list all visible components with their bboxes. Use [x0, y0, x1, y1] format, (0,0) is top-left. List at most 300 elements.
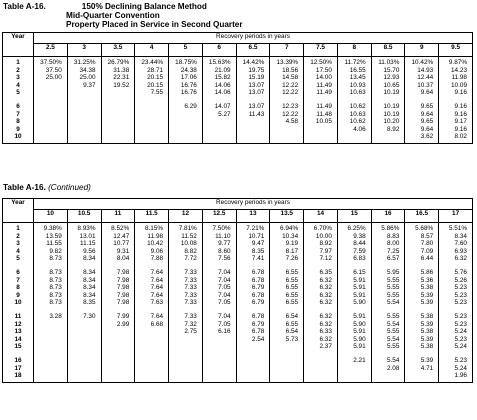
- rate-cell: [135, 372, 169, 382]
- rate-cell: 18.56: [270, 67, 304, 75]
- rate-cell: [101, 133, 135, 143]
- rate-cell: 5.26: [439, 277, 473, 285]
- rate-cell: [135, 357, 169, 365]
- rate-cell: 7.05: [202, 299, 236, 307]
- rate-cell: [236, 126, 270, 134]
- rate-cell: 13.07: [236, 103, 270, 111]
- rate-cell: 12.22: [270, 89, 304, 97]
- year-cell: 1: [3, 223, 34, 233]
- rate-cell: 9.38: [337, 233, 371, 241]
- rate-cell: 5.38: [405, 343, 439, 351]
- table-row: [3, 365, 473, 373]
- rate-cell: 5.54: [371, 336, 405, 344]
- column-header: 15: [337, 210, 371, 223]
- rate-cell: 7.88: [135, 255, 169, 263]
- table-caption: [3, 2, 243, 30]
- rate-cell: [34, 111, 68, 119]
- rate-cell: 7.56: [202, 255, 236, 263]
- table-row: [3, 299, 473, 307]
- year-cell: 7: [3, 111, 34, 119]
- rate-cell: 18.75%: [169, 57, 203, 67]
- rate-cell: 8.73: [34, 255, 68, 263]
- rate-cell: 8.52%: [101, 223, 135, 233]
- rate-cell: [337, 133, 371, 143]
- rate-cell: [169, 118, 203, 126]
- table-continued-label: (Continued): [48, 183, 91, 192]
- rate-cell: [270, 365, 304, 373]
- rate-cell: 13.07: [236, 82, 270, 90]
- rate-cell: 6.55: [270, 321, 304, 329]
- rate-cell: 12.50%: [304, 57, 338, 67]
- column-header: 13.5: [270, 210, 304, 223]
- year-cell: 17: [3, 365, 34, 373]
- rate-cell: 6.29: [169, 103, 203, 111]
- rate-cell: 1.96: [439, 372, 473, 382]
- table-row: [3, 277, 473, 285]
- year-cell: 8: [3, 284, 34, 292]
- rate-cell: 10.65: [371, 82, 405, 90]
- rate-cell: 7.55: [135, 89, 169, 97]
- rate-cell: 8.93%: [67, 223, 101, 233]
- rate-cell: 13.39%: [270, 57, 304, 67]
- column-header: 4: [135, 44, 169, 57]
- rate-cell: 7.98: [101, 277, 135, 285]
- rate-cell: 5.90: [337, 321, 371, 329]
- column-header: 5: [169, 44, 203, 57]
- rate-cell: [101, 118, 135, 126]
- rate-cell: 7.72: [169, 255, 203, 263]
- rate-cell: 7.05: [202, 321, 236, 329]
- column-header: 8.5: [371, 44, 405, 57]
- rate-cell: 8.60: [202, 248, 236, 256]
- rate-cell: 8.44: [337, 240, 371, 248]
- rate-cell: [34, 336, 68, 344]
- rate-cell: [101, 336, 135, 344]
- rate-cell: 11.48: [304, 111, 338, 119]
- rate-cell: 10.34: [270, 233, 304, 241]
- table-caption: [3, 183, 91, 192]
- rate-cell: [135, 365, 169, 373]
- rate-cell: [34, 89, 68, 97]
- rate-cell: 5.54: [371, 357, 405, 365]
- rate-cell: [101, 126, 135, 134]
- rate-cell: 8.73: [34, 269, 68, 277]
- rate-cell: 9.17: [439, 118, 473, 126]
- rate-cell: [101, 111, 135, 119]
- rate-cell: 7.26: [270, 255, 304, 263]
- rate-cell: 8.34: [67, 292, 101, 300]
- year-cell: 2: [3, 67, 34, 75]
- rate-cell: 5.23: [439, 336, 473, 344]
- rate-cell: 11.10: [202, 233, 236, 241]
- rate-cell: 10.62: [337, 103, 371, 111]
- year-cell: 5: [3, 89, 34, 97]
- rate-cell: [169, 372, 203, 382]
- rate-cell: 7.25: [371, 248, 405, 256]
- year-column-header: Year: [3, 33, 34, 57]
- rate-cell: 5.39: [405, 299, 439, 307]
- rate-cell: 5.23: [439, 299, 473, 307]
- rate-cell: [101, 365, 135, 373]
- rate-cell: 6.32: [304, 321, 338, 329]
- rate-cell: 6.32: [304, 284, 338, 292]
- rate-cell: 10.77: [101, 240, 135, 248]
- column-header: 16: [371, 210, 405, 223]
- depreciation-table-continued: [2, 198, 473, 383]
- rate-cell: 14.93: [405, 67, 439, 75]
- rate-cell: 2.54: [236, 336, 270, 344]
- table-row: [3, 343, 473, 351]
- rate-cell: [169, 336, 203, 344]
- rate-cell: [34, 343, 68, 351]
- column-header: 6.5: [236, 44, 270, 57]
- rate-cell: [304, 133, 338, 143]
- rate-cell: 4.06: [337, 126, 371, 134]
- rate-cell: [337, 372, 371, 382]
- rate-cell: [304, 365, 338, 373]
- table-row: [3, 269, 473, 277]
- rate-cell: 9.65: [405, 118, 439, 126]
- year-cell: 13: [3, 328, 34, 336]
- rate-cell: 5.91: [337, 343, 371, 351]
- rate-cell: 7.33: [169, 292, 203, 300]
- rate-cell: 6.55: [270, 292, 304, 300]
- rate-cell: [169, 111, 203, 119]
- rate-cell: [169, 126, 203, 134]
- rate-cell: 6.79: [236, 321, 270, 329]
- rate-cell: 22.31: [101, 74, 135, 82]
- column-header: 9.5: [439, 44, 473, 57]
- table-row: [3, 126, 473, 134]
- rate-cell: 28.71: [135, 67, 169, 75]
- rate-cell: 5.95: [371, 269, 405, 277]
- rate-cell: 14.23: [439, 67, 473, 75]
- rate-cell: 5.38: [405, 328, 439, 336]
- rate-cell: 5.54: [371, 299, 405, 307]
- rate-cell: 6.55: [270, 299, 304, 307]
- rate-cell: 6.54: [270, 313, 304, 321]
- rate-cell: [34, 133, 68, 143]
- rate-cell: [304, 357, 338, 365]
- rate-cell: [34, 372, 68, 382]
- rate-cell: [101, 343, 135, 351]
- rate-cell: [202, 126, 236, 134]
- rate-cell: [169, 343, 203, 351]
- rate-cell: 7.64: [135, 269, 169, 277]
- rate-cell: 5.68%: [405, 223, 439, 233]
- rate-cell: 9.19: [270, 240, 304, 248]
- rate-cell: 9.16: [439, 103, 473, 111]
- table-row: [3, 372, 473, 382]
- rate-cell: 9.65: [405, 103, 439, 111]
- rate-cell: [236, 365, 270, 373]
- column-header: 12.5: [202, 210, 236, 223]
- rate-cell: 5.36: [405, 277, 439, 285]
- rate-cell: 5.91: [337, 284, 371, 292]
- rate-cell: 7.60: [439, 240, 473, 248]
- rate-cell: 8.15%: [135, 223, 169, 233]
- rate-cell: [34, 357, 68, 365]
- rate-cell: 7.50%: [202, 223, 236, 233]
- rate-cell: 6.78: [236, 292, 270, 300]
- rate-cell: 5.23: [439, 321, 473, 329]
- rate-cell: [67, 343, 101, 351]
- rate-cell: 11.49: [304, 89, 338, 97]
- rate-cell: 6.55: [270, 277, 304, 285]
- rate-cell: 9.77: [202, 240, 236, 248]
- rate-cell: 8.04: [101, 255, 135, 263]
- rate-cell: 7.04: [202, 277, 236, 285]
- rate-cell: [34, 82, 68, 90]
- rate-cell: 6.78: [236, 277, 270, 285]
- rate-cell: [202, 365, 236, 373]
- year-cell: 4: [3, 248, 34, 256]
- rate-cell: 8.00: [371, 240, 405, 248]
- rate-cell: 25.00: [67, 74, 101, 82]
- rate-cell: [67, 321, 101, 329]
- rate-cell: 7.30: [67, 313, 101, 321]
- year-cell: 6: [3, 269, 34, 277]
- rate-cell: 2.75: [169, 328, 203, 336]
- rate-cell: 7.98: [101, 299, 135, 307]
- rate-cell: [169, 133, 203, 143]
- rate-cell: 10.08: [169, 240, 203, 248]
- rate-cell: 5.90: [337, 336, 371, 344]
- rate-cell: [371, 372, 405, 382]
- column-header: 16.5: [405, 210, 439, 223]
- rate-cell: 6.54: [270, 328, 304, 336]
- rate-cell: 10.63: [337, 89, 371, 97]
- table-row: [3, 292, 473, 300]
- rate-cell: 31.38: [101, 67, 135, 75]
- rate-cell: 8.35: [67, 299, 101, 307]
- rate-cell: [169, 365, 203, 373]
- rate-cell: 37.50%: [34, 57, 68, 67]
- table-row: [3, 82, 473, 90]
- rate-cell: [135, 343, 169, 351]
- year-cell: 15: [3, 343, 34, 351]
- table-row: [3, 328, 473, 336]
- rate-cell: 9.38%: [34, 223, 68, 233]
- table-row: [3, 357, 473, 365]
- column-header: 6: [202, 44, 236, 57]
- rate-cell: 19.52: [101, 82, 135, 90]
- column-header: 10: [34, 210, 68, 223]
- column-header: 9: [405, 44, 439, 57]
- rate-cell: 5.55: [371, 292, 405, 300]
- rate-cell: 5.86: [405, 269, 439, 277]
- rate-cell: 11.49: [304, 103, 338, 111]
- rate-cell: 10.42%: [405, 57, 439, 67]
- rate-cell: 20.15: [135, 74, 169, 82]
- rate-cell: [371, 133, 405, 143]
- table-subtitle: Mid-Quarter Convention: [66, 11, 160, 21]
- column-header: 17: [439, 210, 473, 223]
- rate-cell: 5.24: [439, 328, 473, 336]
- rate-cell: 11.72%: [337, 57, 371, 67]
- rate-cell: 14.07: [202, 103, 236, 111]
- rate-cell: 9.47: [236, 240, 270, 248]
- rate-cell: 7.63: [135, 299, 169, 307]
- rate-cell: [67, 126, 101, 134]
- rate-cell: 16.76: [169, 89, 203, 97]
- year-cell: 3: [3, 74, 34, 82]
- table-label: Table A-16.: [3, 183, 46, 192]
- rate-cell: 8.34: [439, 233, 473, 241]
- rate-cell: 10.05: [304, 118, 338, 126]
- rate-cell: [236, 372, 270, 382]
- rate-cell: 34.38: [67, 67, 101, 75]
- rate-cell: 5.55: [371, 284, 405, 292]
- rate-cell: [67, 103, 101, 111]
- rate-cell: [135, 133, 169, 143]
- column-header: 8: [337, 44, 371, 57]
- rate-cell: 3.28: [34, 313, 68, 321]
- rate-cell: 7.64: [135, 313, 169, 321]
- rate-cell: 5.51%: [439, 223, 473, 233]
- year-cell: 18: [3, 372, 34, 382]
- rate-cell: [67, 372, 101, 382]
- rate-cell: 24.38: [169, 67, 203, 75]
- table-row: [3, 89, 473, 97]
- rate-cell: 5.23: [439, 284, 473, 292]
- rate-cell: 11.98: [439, 74, 473, 82]
- year-cell: 12: [3, 321, 34, 329]
- rate-cell: 6.44: [405, 255, 439, 263]
- year-cell: 5: [3, 255, 34, 263]
- rate-cell: 2.21: [337, 357, 371, 365]
- rate-cell: 5.90: [337, 299, 371, 307]
- rate-cell: 7.33: [169, 313, 203, 321]
- rate-cell: [405, 372, 439, 382]
- rate-cell: 11.03%: [371, 57, 405, 67]
- table-row: [3, 223, 473, 233]
- table-row: [3, 240, 473, 248]
- rate-cell: 4.71: [405, 365, 439, 373]
- year-cell: 6: [3, 103, 34, 111]
- rate-cell: 5.39: [405, 336, 439, 344]
- table-row: [3, 248, 473, 256]
- rate-cell: 7.41: [236, 255, 270, 263]
- rate-cell: 7.99: [101, 313, 135, 321]
- rate-cell: 7.33: [169, 284, 203, 292]
- year-cell: 14: [3, 336, 34, 344]
- rate-cell: 6.78: [236, 269, 270, 277]
- rate-cell: 5.54: [371, 321, 405, 329]
- table-row: [3, 133, 473, 143]
- rate-cell: [67, 111, 101, 119]
- rate-cell: 10.93: [337, 82, 371, 90]
- rate-cell: [304, 126, 338, 134]
- rate-cell: 7.12: [304, 255, 338, 263]
- rate-cell: [34, 321, 68, 329]
- rate-cell: 10.19: [371, 111, 405, 119]
- rate-cell: 6.32: [439, 255, 473, 263]
- rate-cell: 8.17: [270, 248, 304, 256]
- rate-cell: 8.73: [34, 299, 68, 307]
- rate-cell: [67, 328, 101, 336]
- rate-cell: 6.57: [371, 255, 405, 263]
- rate-cell: 10.09: [439, 82, 473, 90]
- year-cell: 8: [3, 118, 34, 126]
- rate-cell: 7.97: [304, 248, 338, 256]
- column-header: 11.5: [135, 210, 169, 223]
- rate-cell: 2.08: [371, 365, 405, 373]
- table-row: [3, 321, 473, 329]
- rate-cell: 8.82: [169, 248, 203, 256]
- rate-cell: 8.34: [67, 255, 101, 263]
- rate-cell: 5.55: [371, 277, 405, 285]
- rate-cell: 6.33: [304, 328, 338, 336]
- rate-cell: 3.62: [405, 133, 439, 143]
- rate-cell: [34, 118, 68, 126]
- year-cell: 9: [3, 292, 34, 300]
- rate-cell: 11.15: [67, 240, 101, 248]
- rate-cell: 11.49: [304, 82, 338, 90]
- rate-cell: [202, 343, 236, 351]
- year-cell: 10: [3, 299, 34, 307]
- rate-cell: 20.15: [135, 82, 169, 90]
- rate-cell: 7.64: [135, 292, 169, 300]
- rate-cell: 8.34: [67, 269, 101, 277]
- rate-cell: 15.63%: [202, 57, 236, 67]
- rate-cell: 6.68: [135, 321, 169, 329]
- rate-cell: 6.78: [236, 328, 270, 336]
- rate-cell: 9.64: [405, 126, 439, 134]
- rate-cell: 5.24: [439, 365, 473, 373]
- column-header: 7: [270, 44, 304, 57]
- rate-cell: [135, 328, 169, 336]
- rate-cell: [169, 357, 203, 365]
- rate-cell: 16.55: [337, 67, 371, 75]
- rate-cell: 6.32: [304, 336, 338, 344]
- rate-cell: 12.22: [270, 82, 304, 90]
- rate-cell: 8.73: [34, 284, 68, 292]
- rate-cell: 9.87%: [439, 57, 473, 67]
- rate-cell: 10.00: [304, 233, 338, 241]
- rate-cell: 6.35: [304, 269, 338, 277]
- rate-cell: [202, 118, 236, 126]
- column-header: 12: [169, 210, 203, 223]
- rate-cell: 9.64: [405, 89, 439, 97]
- rate-cell: 8.92: [371, 126, 405, 134]
- rate-cell: 21.09: [202, 67, 236, 75]
- rate-cell: [236, 343, 270, 351]
- rate-cell: 12.47: [101, 233, 135, 241]
- year-cell: 16: [3, 357, 34, 365]
- rate-cell: [101, 357, 135, 365]
- rate-cell: 6.79: [236, 299, 270, 307]
- rate-cell: [34, 126, 68, 134]
- rate-cell: 13.01: [67, 233, 101, 241]
- rate-cell: 6.93: [439, 248, 473, 256]
- year-cell: 1: [3, 57, 34, 67]
- rate-cell: 7.33: [169, 277, 203, 285]
- rate-cell: 5.91: [337, 313, 371, 321]
- rate-cell: 6.25%: [337, 223, 371, 233]
- rate-cell: 7.09: [405, 248, 439, 256]
- rate-cell: 5.24: [439, 343, 473, 351]
- rate-cell: 9.37: [67, 82, 101, 90]
- rate-cell: 6.32: [304, 313, 338, 321]
- rate-cell: 14.06: [202, 82, 236, 90]
- rate-cell: 7.59: [337, 248, 371, 256]
- rate-cell: 7.81%: [169, 223, 203, 233]
- column-header: 2.5: [34, 44, 68, 57]
- rate-cell: 5.38: [405, 313, 439, 321]
- rate-cell: 8.57: [405, 233, 439, 241]
- rate-cell: 9.56: [67, 248, 101, 256]
